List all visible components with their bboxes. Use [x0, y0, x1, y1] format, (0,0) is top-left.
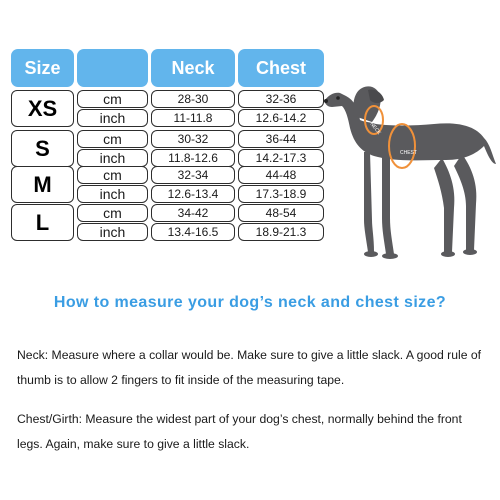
header-chest: Chest [238, 49, 324, 87]
size-row-xs [11, 90, 324, 127]
header-size: Size [11, 49, 74, 87]
size-label: XS [11, 90, 74, 127]
size-label: S [11, 130, 74, 167]
chest-cm-value: 48-54 [238, 204, 324, 222]
unit-inch: inch [77, 185, 148, 203]
chest-inch-value: 17.3-18.9 [238, 185, 324, 203]
header-unit [77, 49, 148, 87]
unit-inch: inch [77, 223, 148, 241]
neck-instructions: Neck: Measure where a collar would be. Make sure to give a little slack. A good rule of thumb is to allow 2 fingers to fit inside of the measuring tape. [17, 348, 482, 387]
neck-cm-value: 30-32 [151, 130, 235, 148]
unit-cm: cm [77, 204, 148, 222]
neck-cm-value: 28-30 [151, 90, 235, 108]
chest-cm-value: 36-44 [238, 130, 324, 148]
neck-cm-value: 34-42 [151, 204, 235, 222]
chest-inch-value: 12.6-14.2 [238, 109, 324, 127]
chest-cm-value: 32-36 [238, 90, 324, 108]
chest-cm-value: 44-48 [238, 166, 324, 184]
measurement-guide-heading: How to measure your dog’s neck and chest size? [53, 294, 447, 311]
size-row-m [11, 166, 324, 203]
dog-silhouette [324, 86, 496, 259]
chest-inch-value: 14.2-17.3 [238, 149, 324, 167]
chest-inch-value: 18.9-21.3 [238, 223, 324, 241]
neck-inch-value: 11-11.8 [151, 109, 235, 127]
unit-inch: inch [77, 109, 148, 127]
neck-inch-value: 13.4-16.5 [151, 223, 235, 241]
neck-label: NECK [368, 121, 383, 136]
neck-inch-value: 12.6-13.4 [151, 185, 235, 203]
chest-instructions: Chest/Girth: Measure the widest part of your dog’s chest, normally behind the front legs. Again, make sure to give a little slack. [17, 412, 462, 451]
neck-inch-value: 11.8-12.6 [151, 149, 235, 167]
unit-cm: cm [77, 166, 148, 184]
size-label: M [11, 166, 74, 203]
header-neck: Neck [151, 49, 235, 87]
unit-cm: cm [77, 130, 148, 148]
neck-cm-value: 32-34 [151, 166, 235, 184]
chest-label: CHEST [400, 150, 417, 156]
unit-cm: cm [77, 90, 148, 108]
size-label: L [11, 204, 74, 241]
size-row-l [11, 204, 324, 241]
unit-inch: inch [77, 149, 148, 167]
size-row-s [11, 130, 324, 167]
dog-illustration [324, 60, 500, 270]
